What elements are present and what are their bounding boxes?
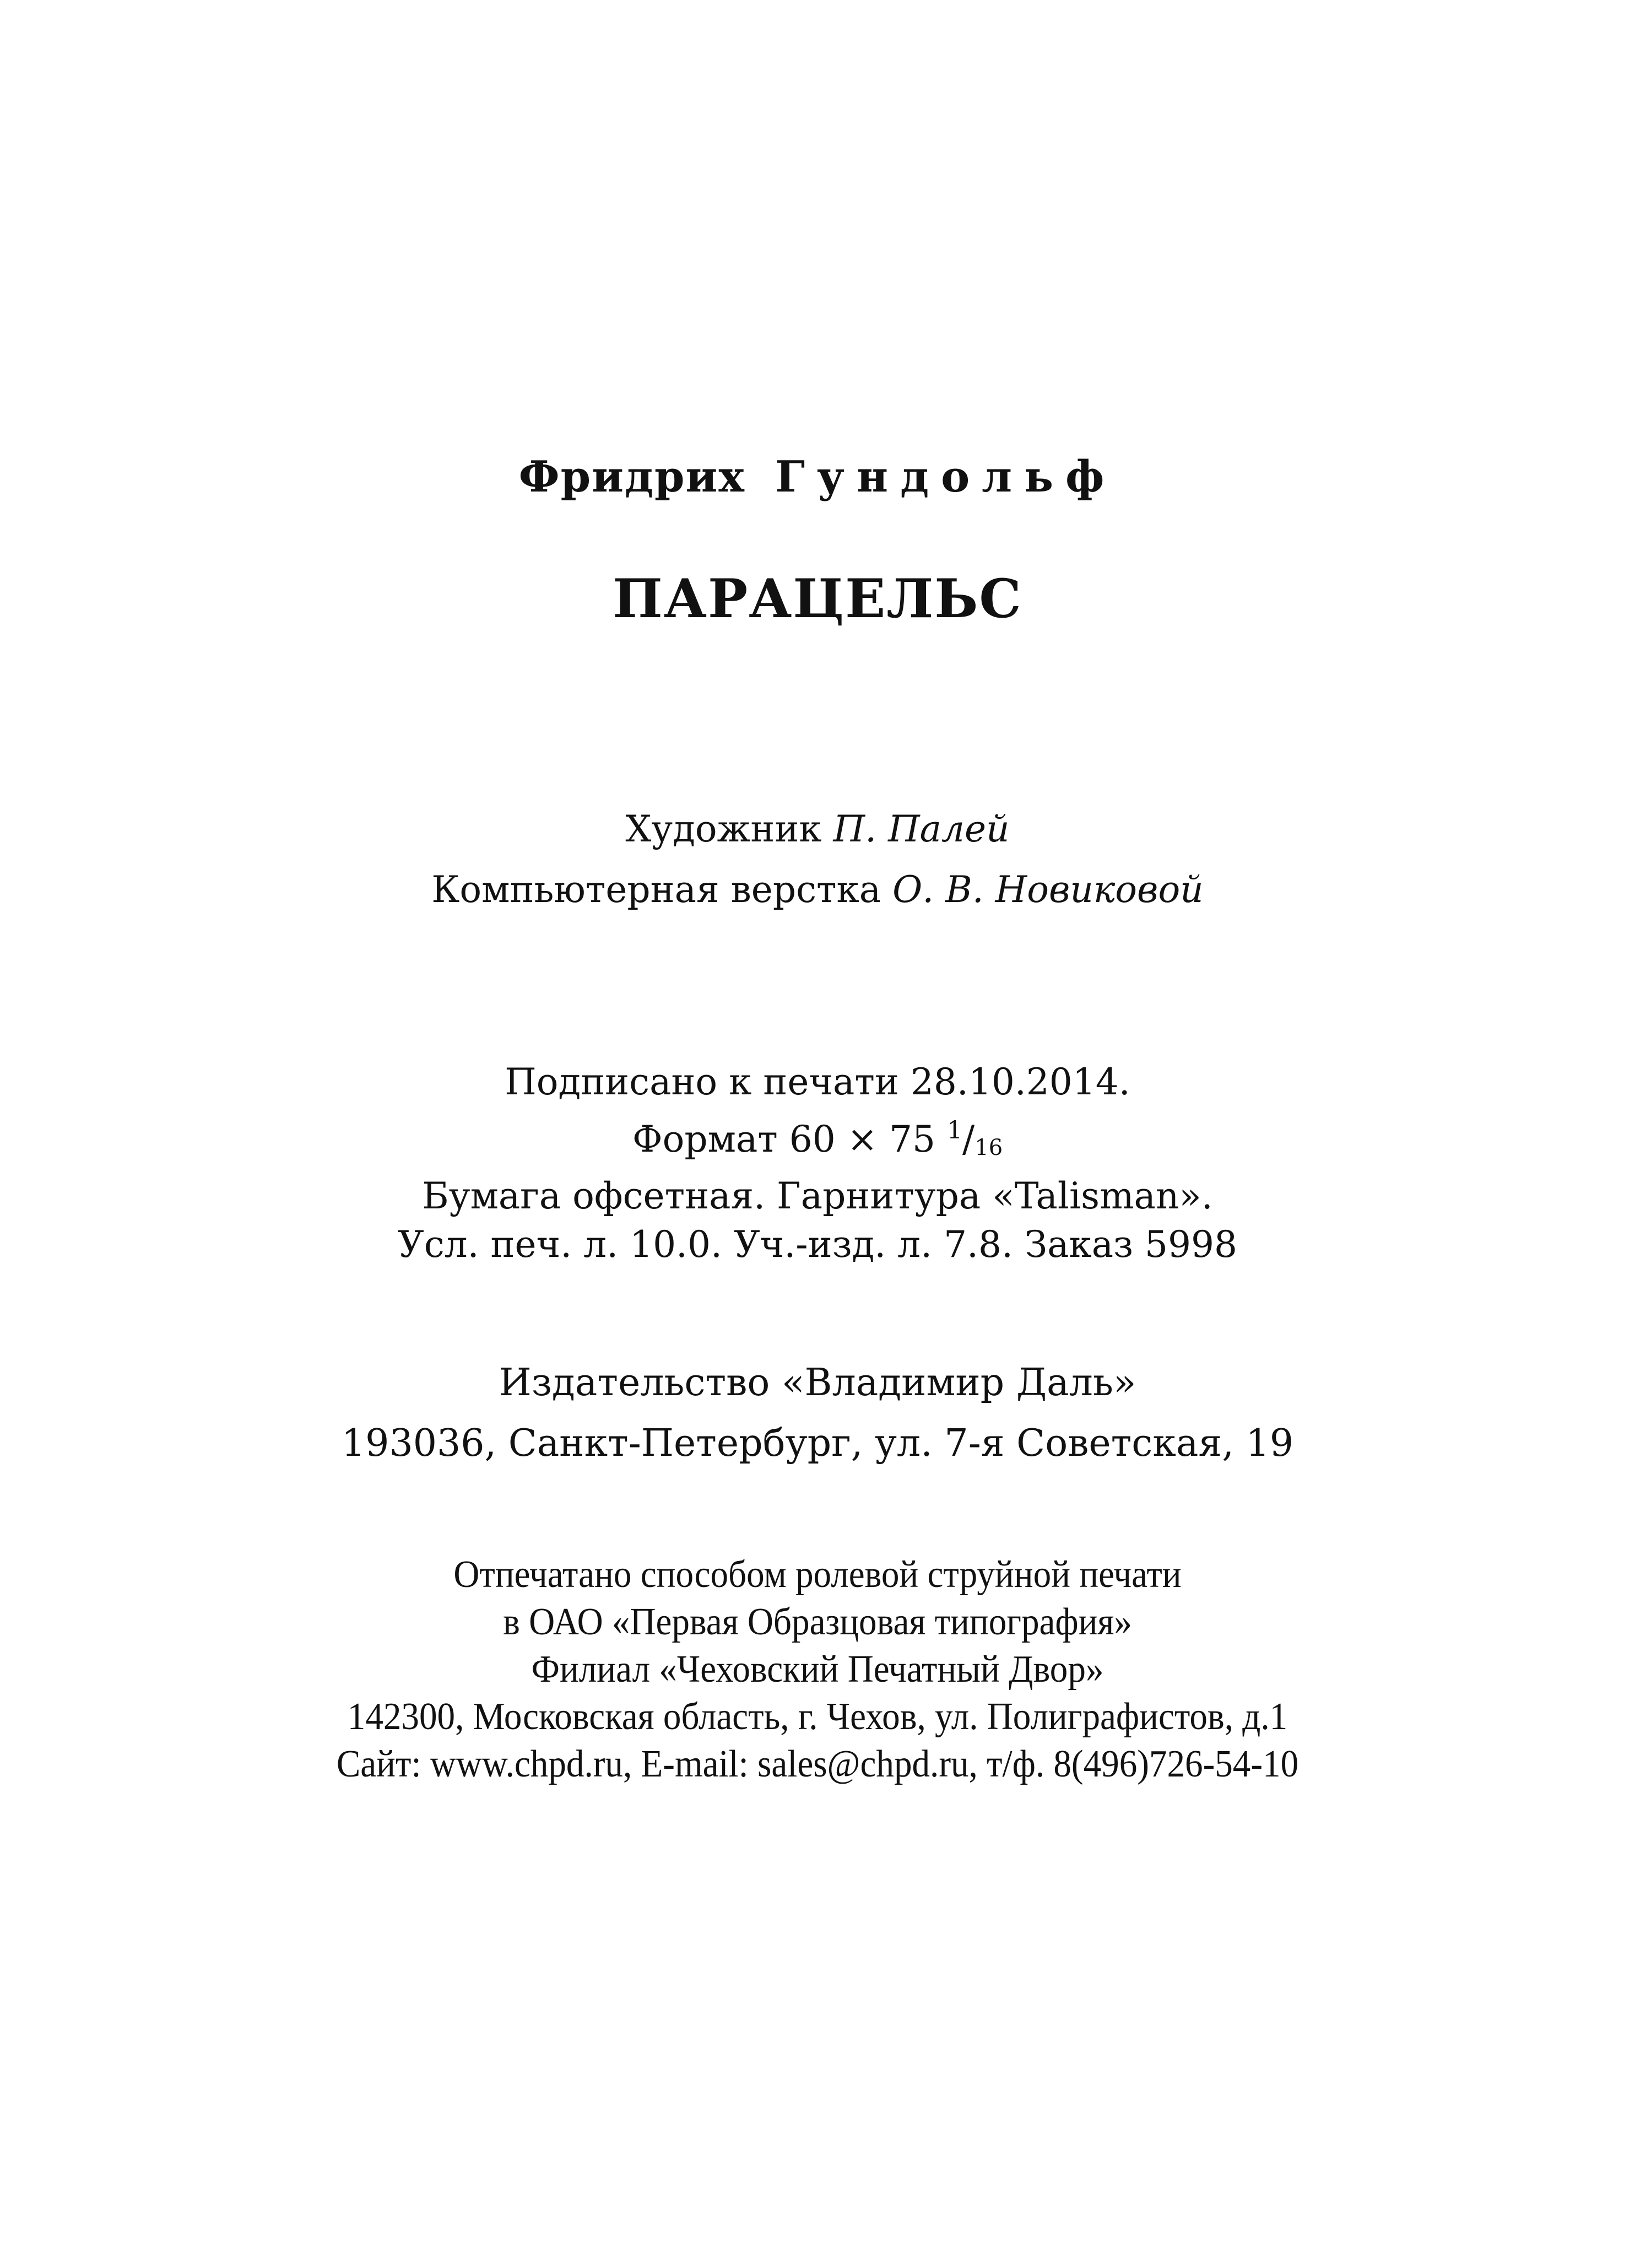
credits-block bbox=[0, 799, 1635, 920]
publisher-name: Издательство «Владимир Даль» bbox=[499, 1361, 1136, 1405]
format-fraction-numerator: 1 bbox=[947, 1116, 962, 1144]
printer-line-1: Отпечатано способом ролевой струйной печати bbox=[453, 1553, 1182, 1596]
layout-role: Компьютерная верстка bbox=[431, 868, 881, 911]
format-line bbox=[0, 1106, 1635, 1172]
layout-name: О. В. Новиковой bbox=[892, 868, 1204, 911]
book-title bbox=[0, 568, 1635, 630]
artist-role: Художник bbox=[625, 808, 822, 850]
format-fraction-denominator: 16 bbox=[974, 1135, 1003, 1160]
printer-line-5: Сайт: www.chpd.ru, E-mail: sales@chpd.ru, т/ф. 8(496)726-54-10 bbox=[336, 1743, 1299, 1785]
print-info-block bbox=[0, 1058, 1635, 1269]
format-prefix: Формат 60 × 75 bbox=[632, 1118, 936, 1160]
paper-typeface: Бумага офсетная. Гарнитура «Talisman». bbox=[422, 1175, 1213, 1217]
format-fraction-slash: / bbox=[962, 1118, 975, 1160]
artist-name: П. Палей bbox=[833, 808, 1010, 850]
printer-line-4: 142300, Московская область, г. Чехов, ул. Полиграфистов, д.1 bbox=[347, 1695, 1288, 1738]
printer-line-3: Филиал «Чеховский Печатный Двор» bbox=[531, 1648, 1104, 1691]
author-name bbox=[0, 452, 1635, 502]
book-title-text: ПАРАЦЕЛЬС bbox=[613, 568, 1022, 630]
publisher-block bbox=[0, 1353, 1635, 1474]
printer-block bbox=[57, 1551, 1578, 1788]
layout-credit bbox=[0, 860, 1635, 920]
author-last-name: Гундольф bbox=[775, 452, 1117, 502]
printer-line-2: в ОАО «Первая Образцовая типография» bbox=[503, 1601, 1132, 1643]
artist-credit bbox=[0, 799, 1635, 860]
signed-to-print: Подписано к печати 28.10.2014. bbox=[505, 1061, 1130, 1103]
sheets-order: Усл. печ. л. 10.0. Уч.-изд. л. 7.8. Заказ 5998 bbox=[398, 1223, 1237, 1266]
author-first-name: Фридрих bbox=[518, 452, 745, 502]
publisher-address: 193036, Санкт-Петербург, ул. 7-я Советская, 19 bbox=[341, 1422, 1294, 1465]
